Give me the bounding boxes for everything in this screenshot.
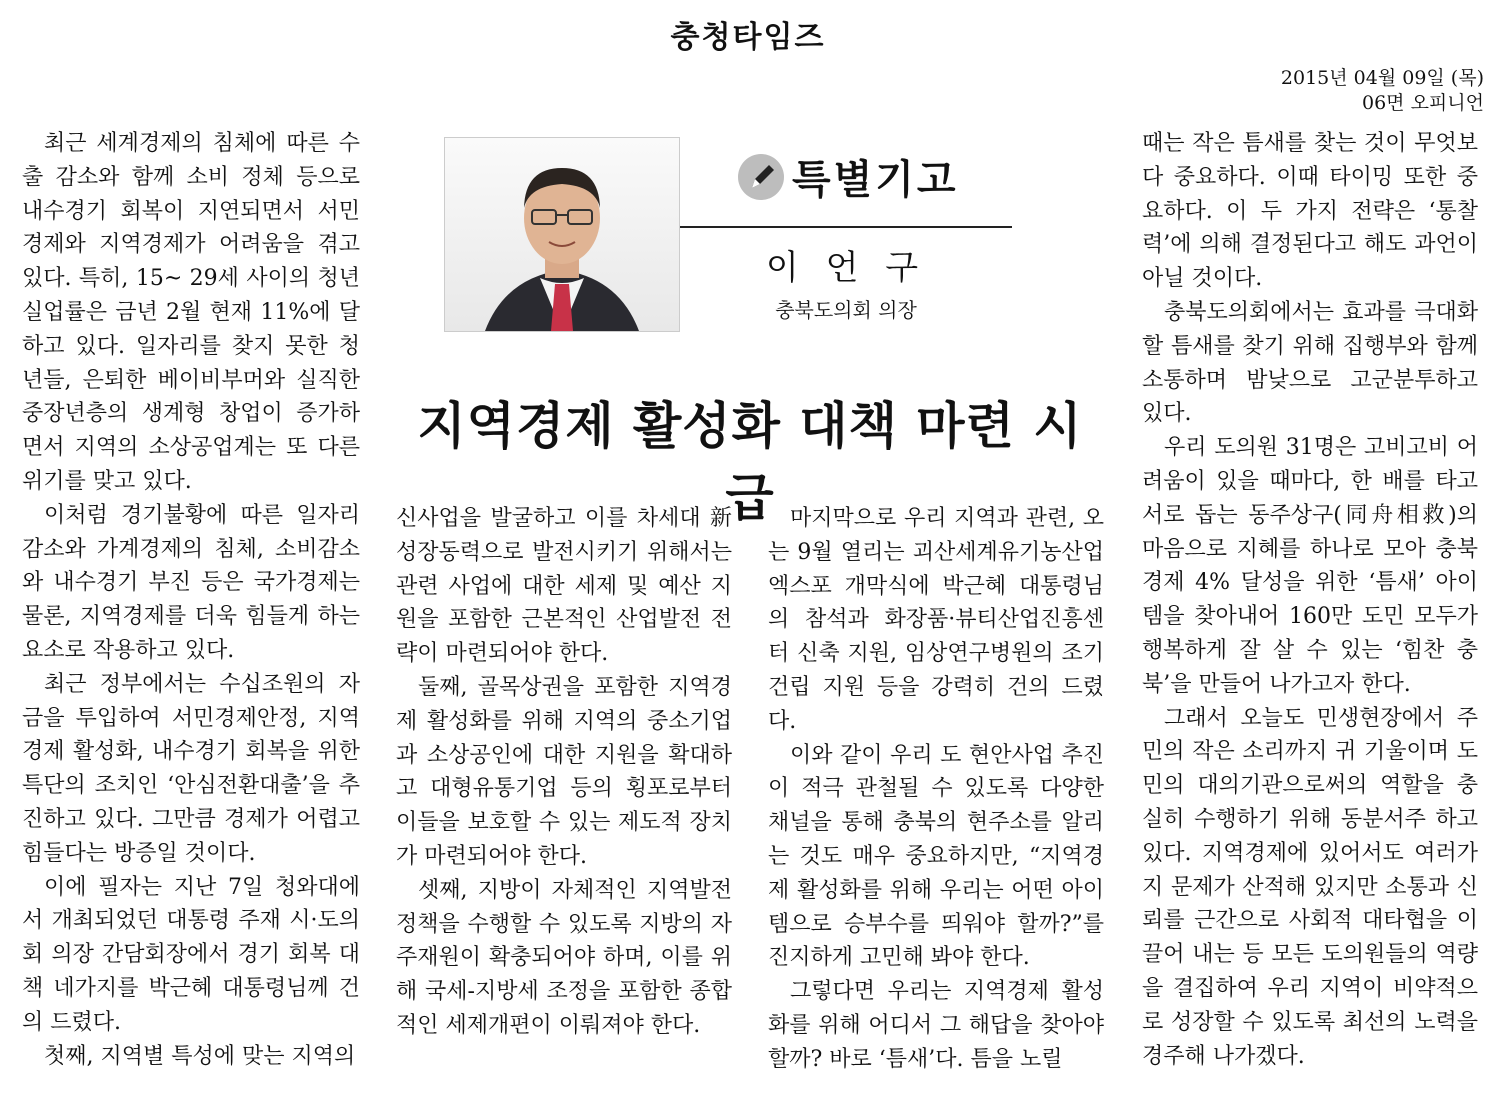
headline: 지역경제 활성화 대책 마련 시급 [417, 397, 1083, 527]
page-section: 06면 오피니언 [1362, 92, 1484, 114]
pencil-icon [736, 152, 786, 202]
author-name: 이 언 구 [765, 248, 927, 288]
paragraph: 최근 정부에서는 수십조원의 자금을 투입하여 서민경제안정, 지역경제 활성화, 내수경기 회복을 위한 특단의 조치인 ‘안심전환대출’을 추진하고 있다. 그만큼 경제가 어렵고 힘들다는 방증일 것이다. [22, 671, 360, 866]
author-photo [444, 137, 680, 332]
paragraph: 이와 같이 우리 도 현안사업 추진이 적극 관철될 수 있도록 다양한 채널을 통해 충북의 현주소를 알리는 것도 매우 중요하지만, “지역경제 활성화를 위해 우리는 어떤 아이템으로 승부수를 띄워야 할까?”를 진지하게 고민해 봐야 한다. [768, 742, 1104, 971]
dateline [1281, 66, 1484, 116]
author-title: 충북도의회 의장 [775, 298, 917, 322]
paragraph: 이처럼 경기불황에 따른 일자리 감소와 가계경제의 침체, 소비감소와 내수경기 부진 등은 국가경제는 물론, 지역경제를 더욱 힘들게 하는 요소로 작용하고 있다. [22, 502, 360, 663]
paragraph: 마지막으로 우리 지역과 관련, 오는 9월 열리는 괴산세계유기농산업엑스포 개막식에 박근혜 대통령님의 참석과 화장품·뷰티산업진흥센터 신축 지원, 임상연구병원의 조기건립 지원 등을 강력히 건의 드렸다. [768, 506, 1104, 734]
kicker-label: 특별기고 [792, 157, 959, 203]
paragraph: 그래서 오늘도 민생현장에서 주민의 작은 소리까지 귀 기울이며 도민의 대의기관으로써의 역할을 충실히 수행하기 위해 동분서주 하고 있다. 지역경제에 있어서도 여러가지 문제가 산적해 있지만 소통과 신뢰를 근간으로 사회적 대타협을 이끌어 내는 등 모든 도의원들의 역량을 결집하여 우리 지역이 비약적으로 성장할 수 있도록 최선의 노력을 경주해 나가겠다. [1142, 705, 1478, 1069]
paragraph: 셋째, 지방이 자체적인 지역발전 정책을 수행할 수 있도록 지방의 자주재원이 확충되어야 하며, 이를 위해 국세-지방세 조정을 포함한 종합적인 세제개편이 이뤄져야 한다. [396, 877, 732, 1038]
paragraph: 이에 필자는 지난 7일 청와대에서 개최되었던 대통령 주재 시·도의회 의장 간담회장에서 경기 회복 대책 네가지를 박근혜 대통령님께 건의 드렸다. [22, 874, 360, 1035]
article-column-1 [22, 127, 360, 1073]
masthead: 충청타임즈 [670, 20, 826, 55]
paragraph: 둘째, 골목상권을 포함한 지역경제 활성화를 위해 지역의 중소기업과 소상공인에 대한 지원을 확대하고 대형유통기업 등의 횡포로부터 이들을 보호할 수 있는 제도적 장치가 마련되어야 한다. [396, 674, 732, 869]
kicker [736, 148, 959, 205]
article-column-2 [396, 502, 732, 1043]
divider [680, 226, 1012, 228]
paragraph: 때는 작은 틈새를 찾는 것이 무엇보다 중요하다. 이때 타이밍 또한 중요하다. 이 두 가지 전략은 ‘통찰력’에 의해 결정된다고 해도 과언이 아닐 것이다. [1142, 131, 1478, 292]
paragraph: 우리 도의원 31명은 고비고비 어려움이 있을 때마다, 한 배를 타고 서로 돕는 동주상구(同舟相救)의 마음으로 지혜를 하나로 모아 충북경제 4% 달성을 위한 ‘틈새’ 아이템을 찾아내어 160만 도민 모두가 행복하게 잘 살 수 있는 ‘힘찬 충북’을 만들어 나가고자 한다. [1142, 435, 1478, 697]
paragraph: 신사업을 발굴하고 이를 차세대 新성장동력으로 발전시키기 위해서는 관련 사업에 대한 세제 및 예산 지원을 포함한 근본적인 산업발전 전략이 마련되어야 한다. [396, 506, 732, 667]
publication-date: 2015년 04월 09일 (목) [1280, 67, 1484, 89]
article-column-4 [1142, 127, 1478, 1073]
paragraph: 최근 세계경제의 침체에 따른 수출 감소와 함께 소비 정체 등으로 내수경기 회복이 지연되면서 서민경제와 지역경제가 어려움을 겪고 있다. 특히, 15~ 29세 사이의 청년 실업률은 금년 2월 현재 11%에 달하고 있다. 일자리를 찾지 못한 청년들, 은퇴한 베이비부머와 실직한 중장년층의 생계형 창업이 증가하면서 지역의 소상공업계는 또 다른 위기를 맞고 있다. [22, 131, 360, 494]
article-column-3 [768, 502, 1104, 1077]
paragraph: 첫째, 지역별 특성에 맞는 지역의 [44, 1043, 356, 1069]
author-portrait-illustration [445, 138, 679, 331]
paragraph: 그렇다면 우리는 지역경제 활성화를 위해 어디서 그 해답을 찾아야 할까? 바로 ‘틈새’다. 틈을 노릴 [768, 979, 1104, 1072]
paragraph: 충북도의회에서는 효과를 극대화 할 틈새를 찾기 위해 집행부와 함께 소통하며 밤낮으로 고군분투하고 있다. [1142, 299, 1478, 427]
